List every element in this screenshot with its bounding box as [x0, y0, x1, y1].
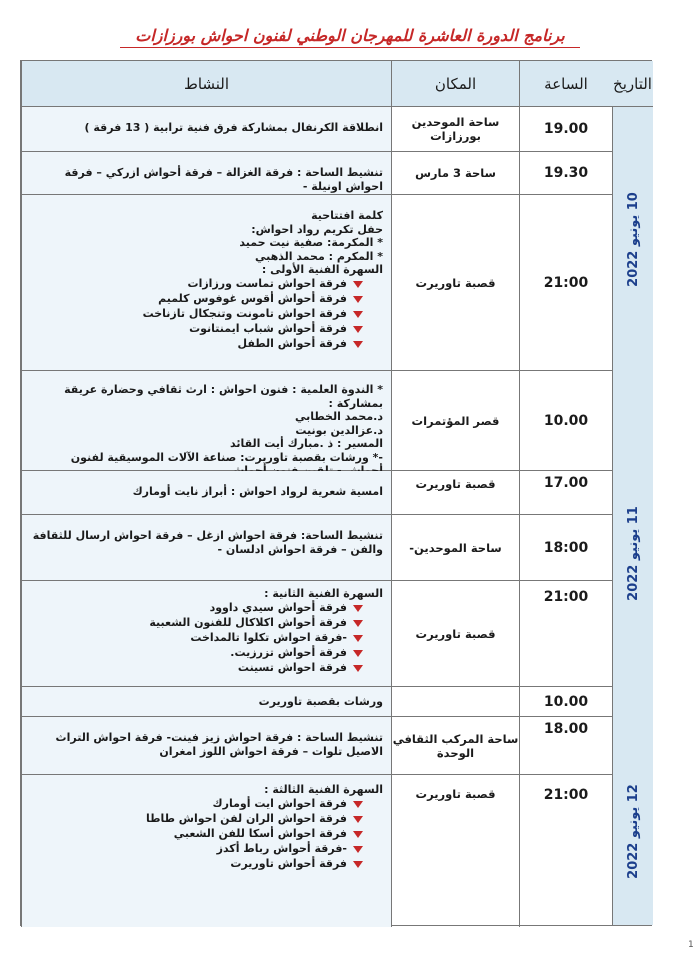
date-day-2: 11 يونيو 2022 — [626, 505, 642, 601]
table-row: ورشات بقصبة تاوريرت 10.00 — [21, 687, 612, 717]
header-place: المكان — [391, 61, 519, 107]
header-date: التاريخ — [612, 61, 653, 107]
page-number: 1 — [688, 940, 694, 950]
table-row: تنشيط الساحة : فرقة احواش زيز فينت- فرقة احواش التراث الاصيل تلوات – فرقة احواش اللوز امغران ساحة المركب الثقافي الوحدة 18.00 — [21, 717, 612, 775]
table-row: السهرة الفنية الثانية : فرقة أحواش سيدي داوود فرقة أحواش اكلاكال للفنون الشعبية -فرقة احواش تكلوا تالمداخت فرقة أحواش تزرزيت. فرقة احواش تسينت قصبة تاوريرت 21:00 — [21, 581, 612, 687]
date-column — [612, 107, 653, 925]
table-row: * الندوة العلمية : فنون احواش : ارث ثقافي وحضارة عريقة بمشاركة : د.محمد الخطابي د.عزالدين بونيت المسير : ذ .مبارك أيت القائد -* ورشات بقصبة تاوريرت: صناعة الآلات الموسيقية لفنون قصر المؤتمرات 10.00 — [21, 371, 612, 471]
date-day-3: 12 يونيو 2022 — [626, 783, 642, 879]
table-row: امسية شعرية لرواد احواش : أبراز نايت أومارك قصبة تاوريرت 17.00 — [21, 471, 612, 515]
date-day-1: 10 يونيو 2022 — [626, 191, 642, 287]
table-row: كلمة افتتاحية حفل تكريم رواد احواش: * المكرمة: صفية نيت حميد * المكرم : محمد الذهبي السهرة الفنية الأولى : فرقة احواش تماست ورزازات فرقة أحواش أقوس غوفوس كلميم فرقة احواش تامونت وتنجكال تازناخت فرقة أحواش شباب ايمنتانوت فرقة أحواش الطفل قصبة تاوريرت 21:00 — [21, 195, 612, 371]
table-row: انطلاقة الكرنفال بمشاركة فرق فنية ترابية ( 13 فرقة ) ساحة الموحدين بورزازات 19.00 — [21, 107, 612, 152]
page-title: برنامج الدورة العاشرة للمهرجان الوطني لفنون احواش بورزازات — [120, 26, 580, 48]
table-row: تنشيط الساحة: فرقة احواش ازغل – فرقة احواش ارسال للثقافة والفن – فرقة احواش ادلسان - ساحة الموحدين- 18:00 — [21, 515, 612, 581]
header-activity: النشاط — [21, 61, 391, 107]
table-row: تنشيط الساحة : فرقة الغزالة – فرقة أحواش ازركي – فرقة احواش اونيلة - ساحة 3 مارس 19.30 — [21, 152, 612, 195]
program-table — [20, 60, 652, 926]
table-row: السهرة الفنية الثالثة : فرقة احواش ايت أومارك فرقة احواش الران لفن احواش طاطا فرقة احواش أسكا للفن الشعبي -فرقة أحواش رباط أكدز فرقة أحواش تاوريرت قصبة تاوريرت 21:00 — [21, 775, 612, 927]
header-time: الساعة — [519, 61, 612, 107]
